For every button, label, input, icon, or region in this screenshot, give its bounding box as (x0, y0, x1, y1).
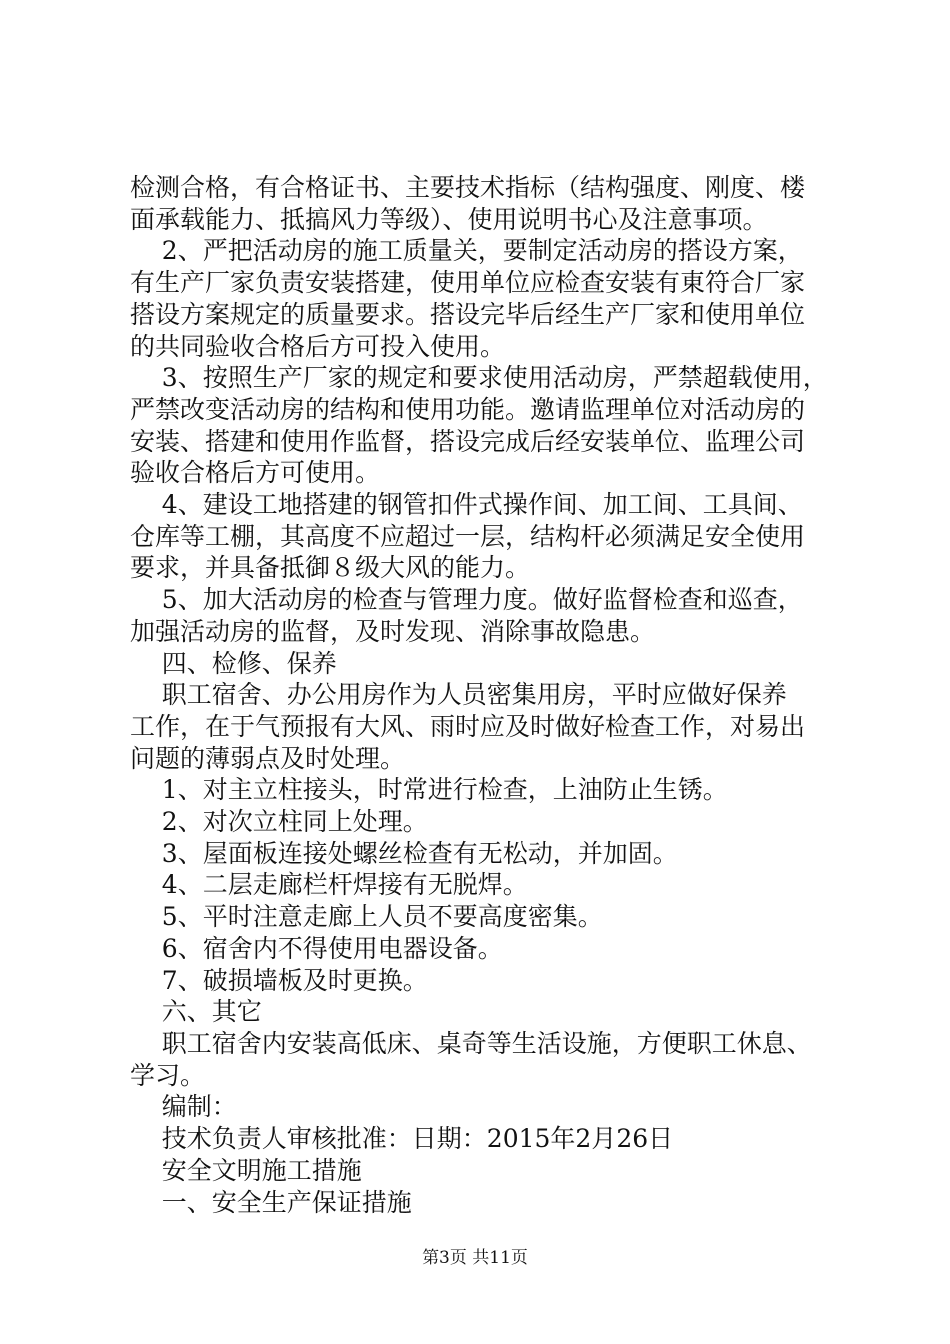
paragraph-line: 安装、搭建和使用作监督，搭设完成后经安装单位、监理公司 (130, 426, 806, 456)
paragraph-line: 4、建设工地搭建的钢管扣件式操作间、加工间、工具间、 (130, 490, 803, 520)
paragraph-line: 职工宿舍内安装高低床、桌奇等生活设施，方便职工休息、 (130, 1028, 812, 1058)
paragraph-line: 仓库等工棚，其高度不应超过一层，结构杆必须满足安全使用 (130, 521, 806, 551)
paragraph-line: 有生产厂家负责安装搭建，使用单位应检查安装有東符合厂家 (130, 268, 806, 298)
paragraph-line: 加强活动房的监督，及时发现、消除事故隐患。 (130, 616, 656, 646)
paragraph-line: 4、二层走廊栏杆焊接有无脱焊。 (130, 870, 528, 900)
paragraph-line: 技术负责人审核批准：日期：2015年2月26日 (130, 1124, 674, 1154)
paragraph-line: 3、屋面板连接处螺丝检查有无松动，并加固。 (130, 838, 678, 868)
paragraph-line: 7、破损墙板及时更换。 (130, 965, 428, 995)
paragraph-line: 6、宿舍内不得使用电器设备。 (130, 933, 503, 963)
paragraph-line: 职工宿舍、办公用房作为人员密集用房，平时应做好保养 (130, 680, 787, 710)
paragraph-line: 3、按照生产厂家的规定和要求使用活动房，严禁超载使用， (130, 363, 828, 393)
paragraph-line: 问题的薄弱点及时处理。 (130, 743, 406, 773)
paragraph-line: 面承载能力、抵搞风力等级）、使用说明书心及注意事项。 (130, 204, 768, 234)
paragraph-line: 2、严把活动房的施工质量关，要制定活动房的搭设方案， (130, 236, 803, 266)
paragraph-line: 的共同验收合格后方可投入使用。 (130, 331, 506, 361)
page-footer: 第3页 共11页 (422, 1248, 528, 1268)
paragraph-line: 5、加大活动房的检查与管理力度。做好监督检查和巡查， (130, 585, 803, 615)
paragraph-line: 1、对主立柱接头，时常进行检查，上油防止生锈。 (130, 775, 728, 805)
paragraph-line: 验收合格后方可使用。 (130, 458, 381, 488)
paragraph-line: 编制： (130, 1092, 237, 1122)
paragraph-line: 一、安全生产保证措施 (130, 1187, 412, 1217)
paragraph-line: 严禁改变活动房的结构和使用功能。邀请监理单位对活动房的 (130, 394, 806, 424)
paragraph-line: 要求，并具备抵御８级大风的能力。 (130, 553, 531, 583)
paragraph-line: 学习。 (130, 1060, 206, 1090)
paragraph-line: 工作，在于气预报有大风、雨时应及时做好检查工作，对易出 (130, 711, 806, 741)
paragraph-line: 2、对次立柱同上处理。 (130, 807, 428, 837)
paragraph-line: 搭设方案规定的质量要求。搭设完毕后经生产厂家和使用单位 (130, 299, 806, 329)
document-body (130, 172, 830, 1218)
paragraph-line: 安全文明施工措施 (130, 1155, 362, 1185)
paragraph-line: 六、其它 (130, 997, 262, 1027)
paragraph-line: 四、检修、保养 (130, 648, 337, 678)
paragraph-line: 5、平时注意走廊上人员不要高度密集。 (130, 902, 603, 932)
paragraph-line: 检测合格，有合格证书、主要技术指标（结构强度、刚度、楼 (130, 173, 806, 202)
